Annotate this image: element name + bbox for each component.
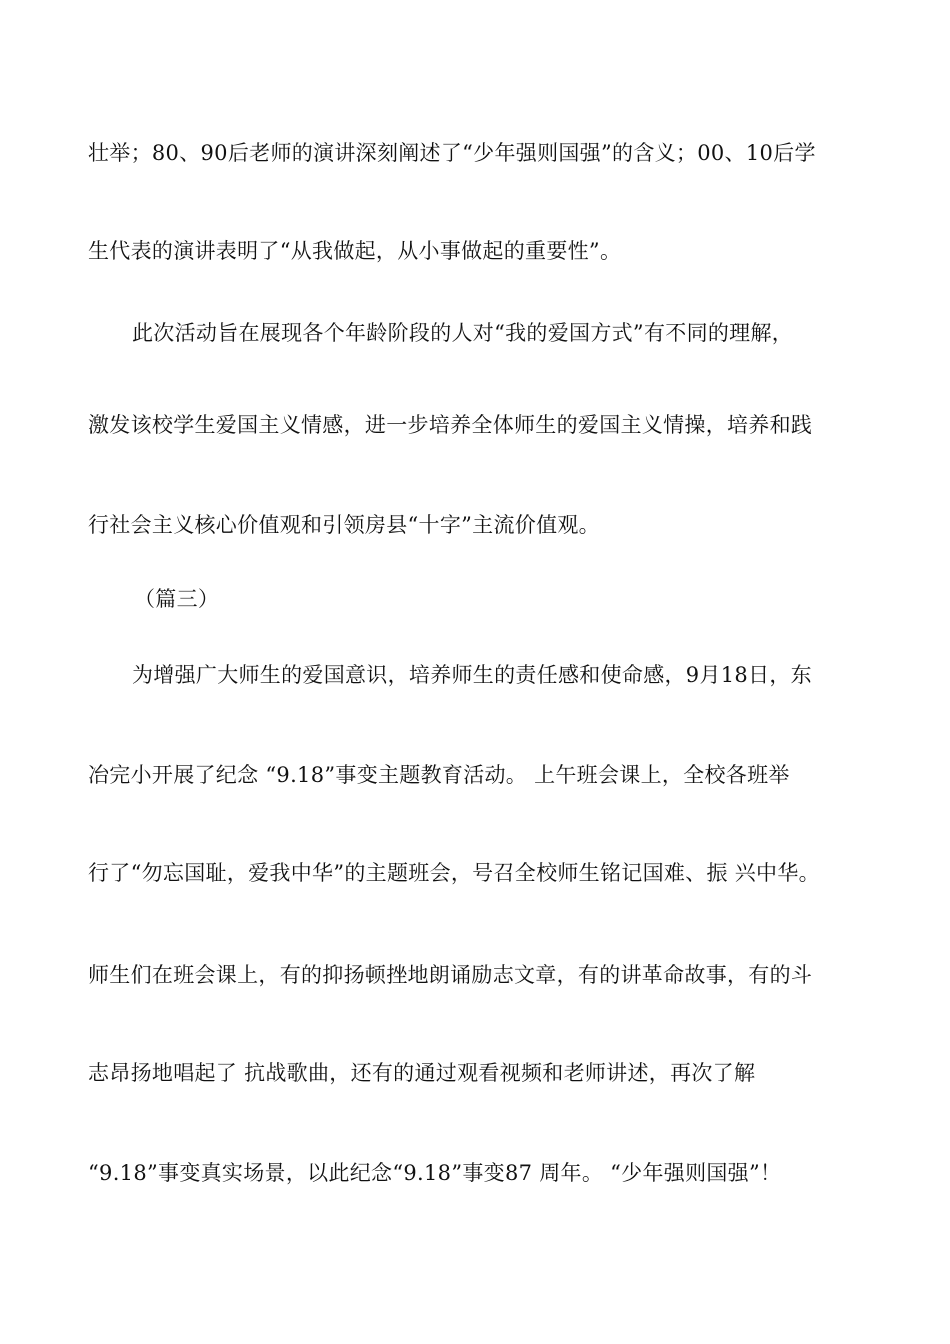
text-line-11: “9.18”事变真实场景，以此纪念“9.18”事变87 周年。 “少年强则国强”！ <box>88 1161 782 1185</box>
text-line-1: 壮举；80、90后老师的演讲深刻阐述了“少年强则国强”的含义；00、10后学 <box>88 141 816 165</box>
text-line-6: 为增强广大师生的爱国意识，培养师生的责任感和使命感，9月18日，东 <box>132 663 812 687</box>
text-line-10: 志昂扬地唱起了 抗战歌曲，还有的通过观看视频和老师讲述，再次了解 <box>88 1061 756 1085</box>
text-line-8: 行了“勿忘国耻，爱我中华”的主题班会，号召全校师生铭记国难、振 兴中华。 <box>88 861 820 885</box>
text-line-4: 激发该校学生爱国主义情感，进一步培养全体师生的爱国主义情操，培养和践 <box>88 413 813 437</box>
text-line-9: 师生们在班会课上，有的抑扬顿挫地朗诵励志文章，有的讲革命故事，有的斗 <box>88 963 813 987</box>
text-line-7: 冶完小开展了纪念 “9.18”事变主题教育活动。 上午班会课上，全校各班举 <box>88 763 790 787</box>
text-line-2: 生代表的演讲表明了“从我做起，从小事做起的重要性”。 <box>88 239 622 263</box>
text-line-5: 行社会主义核心价值观和引领房县“十字”主流价值观。 <box>88 513 600 537</box>
text-line-3: 此次活动旨在展现各个年龄阶段的人对“我的爱国方式”有不同的理解， <box>132 321 794 345</box>
section-heading: （篇三） <box>134 587 220 611</box>
